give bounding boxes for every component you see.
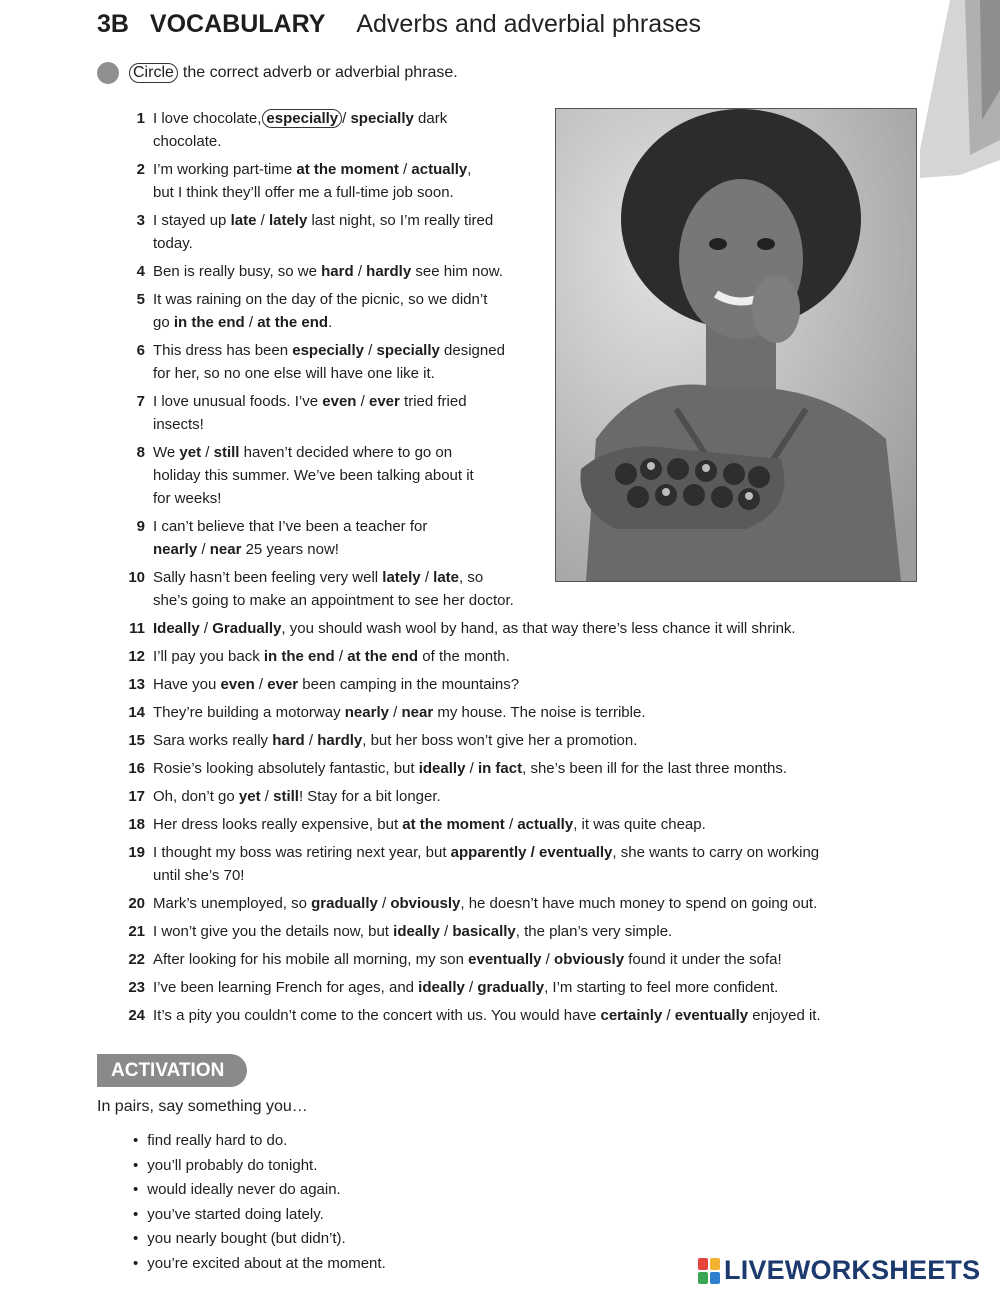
question-number: 3 xyxy=(136,212,145,229)
question-item xyxy=(120,339,505,385)
question-text[interactable]: It was raining on the day of the picnic, so we didn’t go in the end / at the end. xyxy=(153,291,488,331)
question-text[interactable]: I’ll pay you back in the end / at the end of the month. xyxy=(153,648,510,665)
question-item xyxy=(120,920,672,943)
question-text[interactable]: I’m working part-time at the moment / actually, but I think they’ll offer me a full-time job soon. xyxy=(153,161,472,201)
question-item xyxy=(120,701,646,724)
question-number: 21 xyxy=(128,923,145,940)
liveworksheets-logo[interactable] xyxy=(698,1255,980,1286)
question-item xyxy=(120,645,510,668)
exercise-instruction xyxy=(97,62,458,84)
circle-keyword: Circle xyxy=(129,63,178,83)
question-number: 22 xyxy=(128,951,145,968)
question-item xyxy=(120,813,706,836)
question-item xyxy=(120,441,474,510)
question-text[interactable]: It’s a pity you couldn’t come to the concert with us. You would have certainly / eventually enjoyed it. xyxy=(153,1007,821,1024)
question-item xyxy=(120,948,782,971)
question-item xyxy=(120,209,493,255)
question-number: 8 xyxy=(136,444,145,461)
question-text[interactable]: I won’t give you the details now, but ideally / basically, the plan’s very simple. xyxy=(153,923,673,940)
question-item xyxy=(120,729,637,752)
question-item xyxy=(120,1004,821,1027)
question-number: 24 xyxy=(128,1007,145,1024)
question-number: 18 xyxy=(128,816,145,833)
question-item xyxy=(120,785,441,808)
question-text[interactable]: Her dress looks really expensive, but at the moment / actually, it was quite cheap. xyxy=(153,816,706,833)
question-number: 15 xyxy=(128,732,145,749)
activation-item: • would ideally never do again. xyxy=(133,1178,386,1203)
activation-banner: ACTIVATION xyxy=(97,1054,247,1087)
question-text[interactable]: Sally hasn’t been feeling very well lately / late, so she’s going to make an appointment to see her doctor. xyxy=(153,569,514,609)
unit-code: 3B xyxy=(97,10,129,38)
question-text[interactable]: I’ve been learning French for ages, and ideally / gradually, I’m starting to feel more confident. xyxy=(153,979,779,996)
question-text[interactable]: Oh, don’t go yet / still! Stay for a bit longer. xyxy=(153,788,441,805)
instruction-text: the correct adverb or adverbial phrase. xyxy=(182,64,458,81)
question-text[interactable]: They’re building a motorway nearly / near my house. The noise is terrible. xyxy=(153,704,646,721)
question-text[interactable]: I love chocolate, especially / specially dark chocolate. xyxy=(153,110,448,150)
question-text[interactable]: This dress has been especially / specially designed for her, so no one else will have one like it. xyxy=(153,342,505,382)
question-number: 1 xyxy=(136,110,145,127)
activation-list xyxy=(133,1129,386,1276)
question-number: 12 xyxy=(128,648,145,665)
question-number: 11 xyxy=(129,620,145,637)
activation-item: • you nearly bought (but didn’t). xyxy=(133,1227,386,1252)
question-number: 2 xyxy=(136,161,145,178)
question-number: 14 xyxy=(128,704,145,721)
question-item xyxy=(120,390,467,436)
question-item xyxy=(120,566,514,612)
question-item xyxy=(120,158,471,204)
question-text[interactable]: I can’t believe that I’ve been a teacher for nearly / near 25 years now! xyxy=(153,518,428,558)
question-item xyxy=(120,673,519,696)
question-text[interactable]: After looking for his mobile all morning, my son eventually / obviously found it under the sofa! xyxy=(153,951,782,968)
question-number: 20 xyxy=(128,895,145,912)
activation-item: • you’ll probably do tonight. xyxy=(133,1154,386,1179)
logo-icon xyxy=(698,1258,720,1284)
activation-item: • you’re excited about at the moment. xyxy=(133,1252,386,1277)
question-text[interactable]: I stayed up late / lately last night, so I’m really tired today. xyxy=(153,212,494,252)
question-text[interactable]: I love unusual foods. I’ve even / ever tried fried insects! xyxy=(153,393,467,433)
question-number: 13 xyxy=(128,676,145,693)
topic-title: Adverbs and adverbial phrases xyxy=(356,10,701,38)
photo-woman-eating-chocolate xyxy=(555,108,917,582)
exercise-bullet-icon xyxy=(97,62,119,84)
question-number: 16 xyxy=(128,760,145,777)
question-number: 7 xyxy=(136,393,145,410)
question-text[interactable]: Mark’s unemployed, so gradually / obviously, he doesn’t have much money to spend on going out. xyxy=(153,895,818,912)
question-text[interactable]: Rosie’s looking absolutely fantastic, but ideally / in fact, she’s been ill for the last three months. xyxy=(153,760,787,777)
question-text[interactable]: I thought my boss was retiring next year, but apparently / eventually, she wants to carry on working until she’s 70! xyxy=(153,844,820,884)
question-number: 17 xyxy=(128,788,145,805)
question-text[interactable]: We yet / still haven’t decided where to go on holiday this summer. We’ve been talking about it for weeks! xyxy=(153,444,474,507)
question-item xyxy=(120,288,487,334)
question-item xyxy=(120,107,447,153)
question-text[interactable]: Ideally / Gradually, you should wash wool by hand, as that way there’s less chance it will shrink. xyxy=(153,620,796,637)
question-number: 9 xyxy=(136,518,145,535)
question-item xyxy=(120,515,427,561)
logo-text: LIVEWORKSHEETS xyxy=(724,1255,981,1285)
question-item xyxy=(120,892,817,915)
question-text[interactable]: Have you even / ever been camping in the mountains? xyxy=(153,676,520,693)
question-item xyxy=(120,757,787,780)
question-text[interactable]: Ben is really busy, so we hard / hardly see him now. xyxy=(153,263,503,280)
activation-item: • you’ve started doing lately. xyxy=(133,1203,386,1228)
question-number: 10 xyxy=(128,569,145,586)
corner-decoration xyxy=(920,0,1000,180)
question-number: 4 xyxy=(136,263,145,280)
question-text[interactable]: Sara works really hard / hardly, but her boss won’t give her a promotion. xyxy=(153,732,638,749)
activation-intro: In pairs, say something you… xyxy=(97,1098,308,1115)
question-number: 19 xyxy=(128,844,145,861)
activation-item: • find really hard to do. xyxy=(133,1129,386,1154)
question-number: 5 xyxy=(136,291,145,308)
question-item xyxy=(120,617,796,640)
question-item xyxy=(120,841,819,887)
section-title: VOCABULARY xyxy=(149,10,326,38)
page-header xyxy=(97,10,701,39)
question-item xyxy=(120,976,778,999)
question-item xyxy=(120,260,503,283)
question-number: 6 xyxy=(136,342,145,359)
question-number: 23 xyxy=(128,979,145,996)
